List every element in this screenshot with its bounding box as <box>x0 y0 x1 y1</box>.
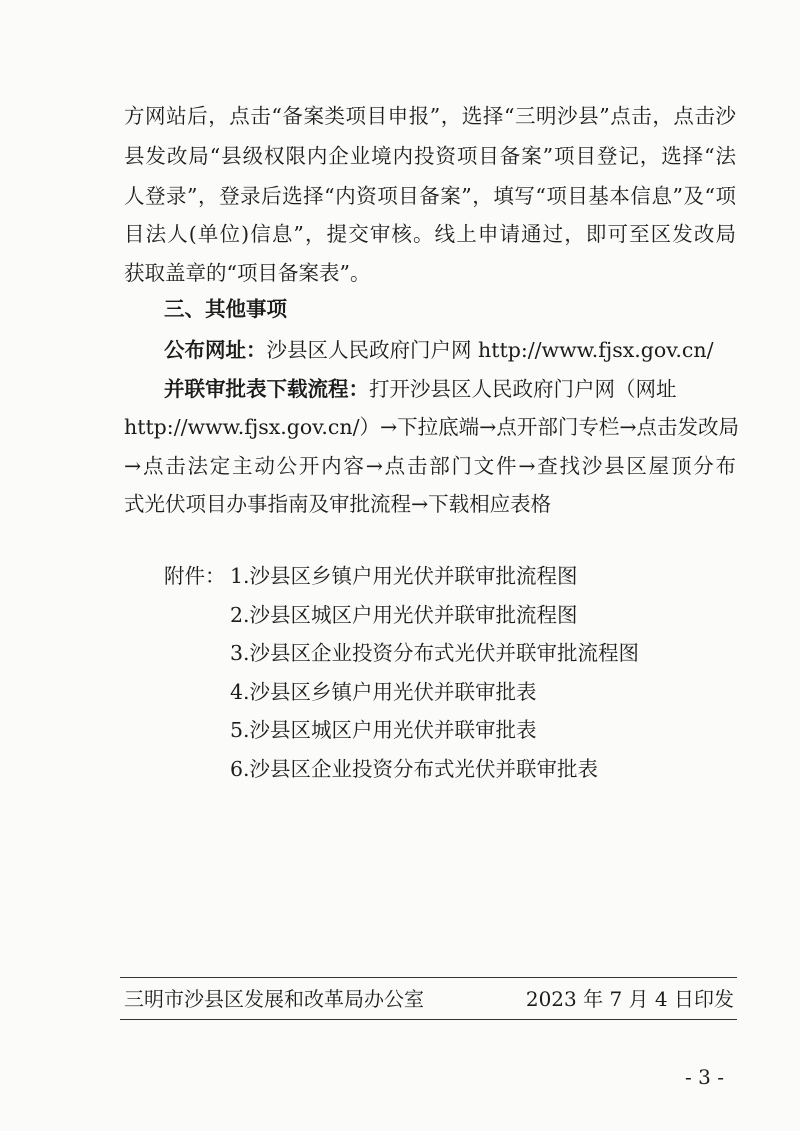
section-heading: 三、其他事项 <box>164 297 287 321</box>
publish-url-label: 公布网址： <box>164 338 267 362</box>
attachment-item: 2.沙县区城区户用光伏并联审批流程图 <box>230 603 578 627</box>
download-process-text: 打开沙县区人民政府门户网（网址 <box>369 377 677 401</box>
page-number: - 3 - <box>685 1065 724 1089</box>
footer-bottom-rule <box>120 1019 737 1020</box>
footer-top-rule <box>120 977 737 978</box>
attachment-item: 3.沙县区企业投资分布式光伏并联审批流程图 <box>230 641 640 665</box>
download-process-line: http://www.fjsx.gov.cn/）→下拉底端→点开部门专栏→点击发改局 <box>124 415 740 439</box>
download-process-line <box>164 373 736 405</box>
paragraph-line: 目法人(单位)信息”，提交审核。线上申请通过，即可至区发改局 <box>124 222 736 246</box>
attachment-item: 4.沙县区乡镇户用光伏并联审批表 <box>230 680 537 704</box>
issuing-office: 三明市沙县区发展和改革局办公室 <box>124 987 424 1011</box>
attachment-item: 6.沙县区企业投资分布式光伏并联审批表 <box>230 757 599 781</box>
paragraph-line: 县发改局“县级权限内企业境内投资项目备案”项目登记，选择“法 <box>124 144 736 168</box>
attachment-item: 5.沙县区城区户用光伏并联审批表 <box>230 718 537 742</box>
issue-date: 2023 年 7 月 4 日印发 <box>525 987 734 1011</box>
publish-url-line <box>164 334 714 366</box>
download-process-line: →点击法定主动公开内容→点击部门文件→查找沙县区屋顶分布 <box>124 454 736 478</box>
download-process-label: 并联审批表下载流程： <box>164 377 369 401</box>
publish-url-text: 沙县区人民政府门户网 http://www.fjsx.gov.cn/ <box>266 338 714 362</box>
paragraph-line: 人登录”，登录后选择“内资项目备案”，填写“项目基本信息”及“项 <box>124 184 736 208</box>
download-process-line: 式光伏项目办事指南及审批流程→下载相应表格 <box>124 492 552 516</box>
attachment-item: 1.沙县区乡镇户用光伏并联审批流程图 <box>230 564 578 588</box>
paragraph-line: 获取盖章的“项目备案表”。 <box>124 261 371 285</box>
attachments-label: 附件： <box>164 564 226 588</box>
paragraph-line: 方网站后，点击“备案类项目申报”，选择“三明沙县”点击，点击沙 <box>124 104 736 128</box>
